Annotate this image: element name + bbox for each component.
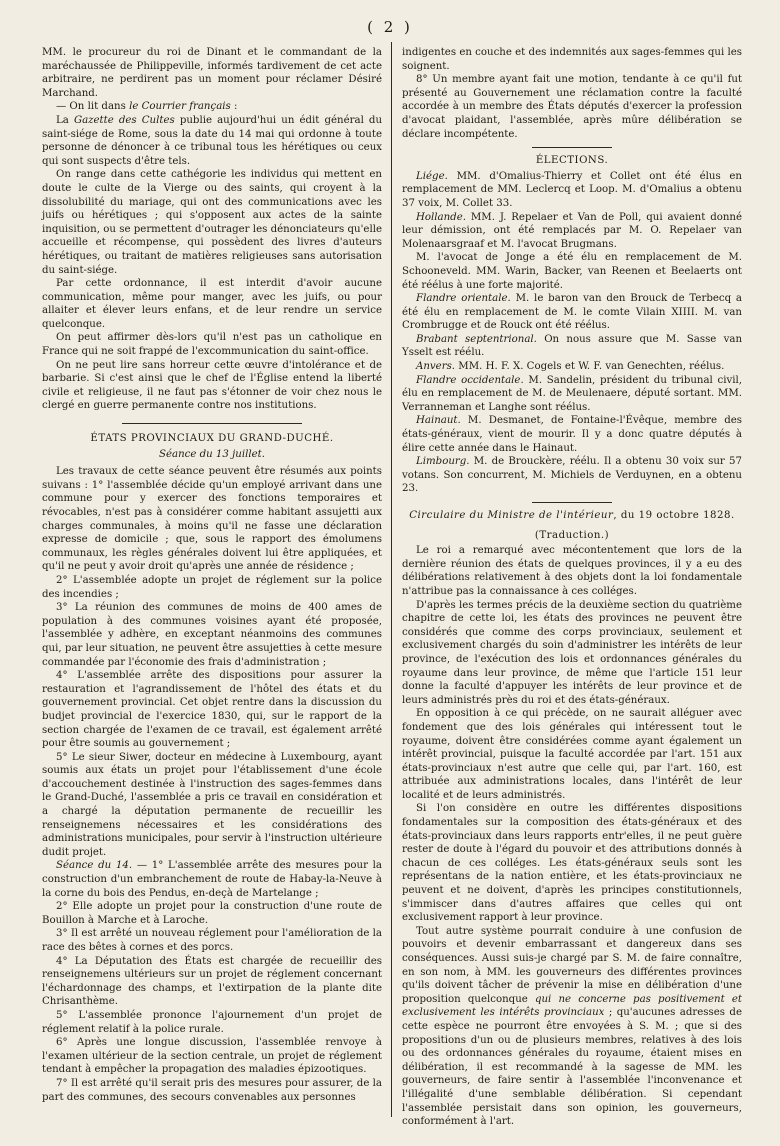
paragraph: 4° L'assemblée arrête des dispositions pour assurer la restauration et l'agrandissement de l'hôtel des états et du gouvernement provincial. Cet objet rentre dans la discussion du budjet provincial de l'exercice 1830, qui, sur le rapport de la section chargée de l'examen de ce travail, est également arrêté pour être soumis au gouvernement ; bbox=[42, 670, 382, 750]
paragraph: Les travaux de cette séance peuvent être résumés aux points suivans : 1° l'assemblée décide qu'un employé arrivant dans une commune pour y exercer des fonctions temporaires et révocables, n'est pas à considérer comme habitant assujetti aux charges communales, à moins qu'il ne fasse une déclaration expresse de domicile ; que, sous le rapport des émolumens communaux, les règles générales doivent lui être appliquées, et qu'il ne peut y avoir droit qu'après une année de résidence ; bbox=[42, 466, 382, 573]
paragraph: indigentes en couche et des indemnités aux sages-femmes qui les soignent. bbox=[402, 47, 742, 72]
section-heading: ÉLECTIONS. bbox=[535, 155, 609, 167]
paragraph: Limbourg. M. de Brouckère, réélu. Il a obtenu 30 voix sur 57 votans. Son concurrent, M. Michiels de Verduynen, en a obtenu 23. bbox=[402, 456, 742, 495]
paragraph: Si l'on considère en outre les différentes dispositions fondamentales sur la composition des états-généraux et des états-provinciaux dans leurs rapports entr'elles, il ne peut guère rester de doute à l'égard du pouvoir et des attributions donnés à chacun de ces colléges. Les états-généraux seuls sont les représentans de la nation entière, et les états-provinciaux ne peuvent et ne doivent, d'après les principes constitutionnels, s'immiscer dans d'autres affaires que celles qui ont exclusivement rapport à leur province. bbox=[402, 803, 742, 924]
left-column bbox=[42, 46, 382, 1104]
paragraph: 2° Elle adopte un projet pour la construction d'une route de Bouillon à Marche et à Laroche. bbox=[42, 901, 382, 926]
paragraph: Anvers. MM. H. F. X. Cogels et W. F. van Genechten, réélus. bbox=[416, 361, 725, 373]
paragraph: Le roi a remarqué avec mécontentement que lors de la dernière réunion des états de quelques provinces, il y a eu des délibérations relativement à des objets dont la loi fondamentale n'attribue pas la connaissance à ces colléges. bbox=[402, 545, 742, 597]
paragraph: Flandre orientale. M. le baron van den Brouck de Terbecq a été élu en remplacement de M. le comte Vilain XIIII. M. van Crombrugge et de Rouck ont été réélus. bbox=[402, 293, 742, 332]
paragraph: 3° Il est arrêté un nouveau réglement pour l'amélioration de la race des bêtes à cornes et des porcs. bbox=[42, 928, 382, 953]
paragraph: Flandre occidentale. M. Sandelin, président du tribunal civil, élu en remplacement de M. de Meulenaere, député sortant. MM. Verranneman et Langhe sont réélus. bbox=[402, 374, 742, 413]
paragraph: Brabant septentrional. On nous assure que M. Sasse van Ysselt est réélu. bbox=[402, 333, 743, 359]
paragraph: Tout autre système pourrait conduire à une confusion de pouvoirs et devenir embarrassant et dangereux dans ses conséquences. Aussi suis-je chargé par S. M. de faire connaître, en son nom, à MM. les gouverneurs des différentes provinces qu'ils doivent tâcher de prévenir la mise en délibération d'une proposition quelconque qui ne concerne pas positivement et exclusivement les intérêts provinciaux ; qu'aucunes adresses de cette espèce ne pourront être envoyées à S. M. ; que si des propositions d'un ou de plusieurs membres, relatives à des lois ou des ordonnances générales du royaume, étaient mises en délibération, il est recommandé à la sagesse de MM. les gouverneurs, de faire sentir à l'assemblée l'inconvenance et l'illégalité d'une semblable délibération. Si cependant l'assemblée persistait dans son opinion, les gouverneurs, conformément à l'art. bbox=[402, 925, 742, 1128]
paragraph: Par cette ordonnance, il est interdit d'avoir aucune communication, même pour manger, avec les juifs, ou pour allaiter et élever leurs enfans, et de leur rendre un service quelconque. bbox=[42, 278, 382, 330]
paragraph: Liége. MM. d'Omalius-Thierry et Collet ont été élus en remplacement de MM. Leclercq et Loop. M. d'Omalius a obtenu 37 voix, M. Collet 33. bbox=[402, 170, 742, 209]
paragraph: En opposition à ce qui précède, on ne saurait alléguer avec fondement que des lois générales qui intéressent tout le royaume, doivent être considérées comme ayant également un intérêt provincial, puisque la faculté accordée par l'art. 151 aux états-provinciaux n'est autre que celle qui, par l'art. 160, est attribuée aux administrations locales, dans l'intérêt de leur localité et de leurs administrés. bbox=[402, 708, 742, 801]
section-separator bbox=[532, 502, 612, 503]
section-separator bbox=[122, 423, 302, 424]
paragraph: Hainaut. M. Desmanet, de Fontaine-l'Évêque, membre des états-généraux, vient de mourir. Il y a donc quatre députés à élire cette année dans le Hainaut. bbox=[402, 415, 742, 454]
paragraph: 8° Un membre ayant fait une motion, tendante à ce qu'il fut présenté au Gouvernement une réclamation contre la faculté accordée à un membre des États députés d'exercer la profession d'avocat plaidant, l'assemblée, après mûre délibération se déclare incompétente. bbox=[402, 74, 742, 140]
paragraph: On peut affirmer dès-lors qu'il n'est pas un catholique en France qui ne soit frappé de l'excommunication du saint-office. bbox=[42, 332, 382, 358]
paragraph: M. l'avocat de Jonge a été élu en remplacement de M. Schooneveld. MM. Warin, Backer, van Reenen et Beelaerts ont été réélus à une forte majorité. bbox=[402, 252, 742, 291]
page-number: ( 2 ) bbox=[367, 18, 413, 36]
paragraph: Séance du 14. — 1° L'assemblée arrête des mesures pour la construction d'un embranchement de route de Habay-la-Neuve à la corne du bois des Pendus, en-deçà de Martelange ; bbox=[42, 860, 383, 899]
paragraph: Hollande. MM. J. Repelaer et Van de Poll, qui avaient donné leur démission, ont été remplacés par M. O. Repelaer van Molenaarsgraaf et M. l'avocat Brugmans. bbox=[402, 211, 742, 250]
paragraph: On ne peut lire sans horreur cette œuvre d'intolérance et de barbarie. Si c'est ainsi que le chef de l'Église entend la liberté civile et religieuse, il ne faut pas s'étonner de voir chez nous le clergé en guerre permanente contre nos institutions. bbox=[42, 359, 382, 412]
translation-note: (Traduction.) bbox=[534, 529, 610, 541]
column-divider bbox=[391, 42, 392, 1117]
paragraph: La Gazette des Cultes publie aujourd'hui un édit général du saint-siége de Rome, sous la date du 14 mai qui ordonne à toute personne de dénoncer à ce tribunal tous les hérétiques ou ceux qui sont suspects d'être tels. bbox=[42, 114, 383, 167]
paragraph: 4° La Députation des États est chargée de recueillir des renseignemens ultérieurs sur un projet de réglement concernant l'échardonnage des champs, et l'extirpation de la plante dite Chrisanthème. bbox=[42, 955, 382, 1008]
paragraph: 5° L'assemblée prononce l'ajournement d'un projet de réglement relatif à la police rurale. bbox=[42, 1009, 382, 1035]
right-column bbox=[402, 46, 742, 1129]
paragraph: 6° Après une longue discussion, l'assemblée renvoye à l'examen ultérieur de la section centrale, un projet de réglement tendant à empêcher la propagation des maladies épizootiques. bbox=[42, 1037, 382, 1076]
paragraph: MM. le procureur du roi de Dinant et le commandant de la maréchaussée de Philippeville, informés tardivement de cet acte arbitraire, ne perdirent pas un moment pour réclamer Désiré Marchand. bbox=[42, 47, 382, 99]
paragraph: 2° L'assemblée adopte un projet de réglement sur la police des incendies ; bbox=[42, 574, 382, 600]
paragraph: 3° La réunion des communes de moins de 400 ames de population à des communes voisines ayant été proposée, l'assemblée y adhère, en exceptant néanmoins des communes qui, par leur situation, ne peuvent être assujetties à cette mesure commandée par l'économie des frais d'administration ; bbox=[42, 602, 382, 668]
section-separator bbox=[532, 147, 612, 148]
paragraph: On range dans cette cathégorie les individus qui mettent en doute le culte de la Vierge ou des saints, qui croyent à la dissolubilité du mariage, qui ont des communications avec les juifs ou hérétiques ; qui s'opposent aux actes de la sainte inquisition, ou se permettent d'outrager les dénonciateurs qu'elle accueille et récompense, qui possèdent des livres d'auteurs hérétiques, ou traitant de matières religieuses sans autorisation du saint-siége. bbox=[42, 169, 382, 276]
paragraph: 7° Il est arrêté qu'il serait pris des mesures pour assurer, de la part des communes, des secours convenables aux personnes bbox=[42, 1077, 382, 1103]
section-heading: ÉTATS PROVINCIAUX DU GRAND-DUCHÉ. bbox=[90, 433, 334, 445]
paragraph: — On lit dans le Courrier français : bbox=[56, 101, 238, 113]
section-subheading: Séance du 13 juillet. bbox=[159, 448, 265, 460]
circular-heading: Circulaire du Ministre de l'intérieur, du 19 octobre 1828. bbox=[409, 510, 735, 521]
paragraph: D'après les termes précis de la deuxième section du quatrième chapitre de cette loi, les états des provinces ne peuvent être considérés que comme des corps provinciaux, seulement et exclusivement chargés du soin d'administrer les intérêts de leur province, de l'exécution des lois et ordonnances générales du royaume dans leur province, de même que l'article 151 leur donne la faculté d'appuyer les intérêts de leur province et de leurs administrés près du roi et des états-généraux. bbox=[402, 599, 742, 706]
paragraph: 5° Le sieur Siwer, docteur en médecine à Luxembourg, ayant soumis aux états un projet pour l'établissement d'une école d'accouchement destinée à l'instruction des sages-femmes dans le Grand-Duché, l'assemblée a pris ce travail en considération et a chargé la députation permanente de recueillir les renseignemens nécessaires et les considérations des administrations municipales, pour servir à l'instruction ultérieure dudit projet. bbox=[42, 751, 382, 858]
